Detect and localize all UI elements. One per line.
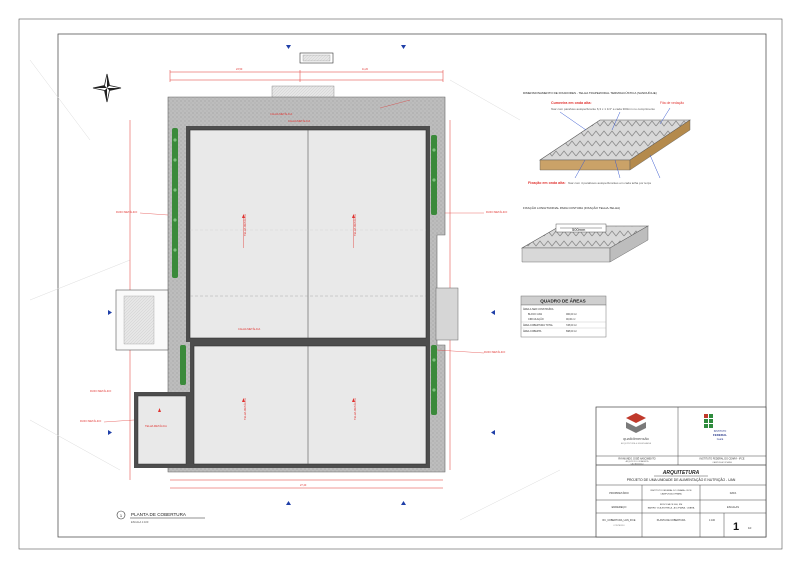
project-title: PROJETO DE UMA UNIDADE DE ALIMENTAÇÃO E NUTRIÇÃO - UAN xyxy=(626,478,736,482)
roof-right-note: Fita de vedação xyxy=(660,101,685,105)
roof-bottom-note-label: Fixação em onda alta: xyxy=(528,181,566,185)
areas-title: QUADRO DE ÁREAS xyxy=(540,298,586,304)
institution-line: INSTITUTO xyxy=(713,430,727,433)
right-annex xyxy=(436,288,458,340)
lap-dimension: 500mm xyxy=(572,227,586,232)
title-block xyxy=(596,407,766,537)
svg-text:TELHA METÁLICA: TELHA METÁLICA xyxy=(354,214,357,236)
svg-text:RUFO METÁLICO: RUFO METÁLICO xyxy=(80,420,102,423)
svg-text:TELHA METÁLICA: TELHA METÁLICA xyxy=(244,214,247,236)
address-sub: BAIRRO VILA ESTRELA - ACOPIARA - CEARÁ xyxy=(647,507,695,510)
areas-row-label: ÁREA COBERTURA TOTAL xyxy=(523,324,553,327)
responsible-role: ARQUITETO E URBANISTA xyxy=(625,461,649,463)
svg-text:CALHA METÁLICA: CALHA METÁLICA xyxy=(270,113,293,116)
roof-lower xyxy=(190,342,430,468)
lap-detail xyxy=(522,205,648,262)
institution-line: FEDERAL xyxy=(712,433,728,437)
scale: 1:100 xyxy=(709,519,715,522)
svg-text:CALHA METÁLICA: CALHA METÁLICA xyxy=(288,120,311,123)
roof-upper xyxy=(186,126,430,342)
areas-table xyxy=(521,296,606,337)
company-name: qualidimensão xyxy=(623,436,649,441)
content: PLANTA DE COBERTURA xyxy=(656,519,686,522)
svg-text:CALHA METÁLICA: CALHA METÁLICA xyxy=(238,328,261,331)
owner: INSTITUTO FEDERAL DO CEARÁ - IFCE xyxy=(650,490,692,492)
areas-row-value: 728,00 m² xyxy=(566,324,577,327)
label-content: CONTEÚDO xyxy=(613,525,625,527)
roof-top-note-label: Cumeeira em onda alta: xyxy=(551,101,592,105)
address: RODOVIA CE 060, KM xyxy=(659,504,683,506)
svg-text:11,20: 11,20 xyxy=(362,68,369,71)
file-label: RC_COBERTURA_UAN_IFCE xyxy=(602,519,636,522)
label-date: DATA xyxy=(729,492,737,495)
roof-bottom-note-text: fixar com 4 parafusos autoperfurantes em cada telha por terça xyxy=(568,181,651,185)
plan-scale: ESCALA 1:100 xyxy=(131,521,149,524)
svg-text:TELHA METÁLICA: TELHA METÁLICA xyxy=(145,425,167,428)
institution-campus: CAMPUS ACOPIARA xyxy=(712,461,732,464)
roof-tile-detail xyxy=(523,90,690,185)
areas-row-label: CIRCULAÇÃO xyxy=(528,318,544,321)
areas-row-label: BLOCO UAN xyxy=(528,313,543,316)
svg-text:27,40: 27,40 xyxy=(300,484,307,487)
areas-row-value: 00,00 m² xyxy=(566,318,576,321)
plan-title: PLANTA DE COBERTURA xyxy=(131,512,186,517)
areas-row-value: 000,00 m² xyxy=(566,313,577,316)
institution-full: INSTITUTO FEDERAL DO CEARÁ - IFCE xyxy=(699,457,745,461)
owner-sub: CAMPUS ACOPIARA xyxy=(660,493,682,496)
areas-row-label: ÁREA A SER CONSTRUÍDA xyxy=(523,308,554,311)
discipline: ARQUITETURA xyxy=(662,470,700,476)
svg-text:TELHA METÁLICA: TELHA METÁLICA xyxy=(354,398,357,420)
svg-text:RUFO METÁLICO: RUFO METÁLICO xyxy=(484,351,506,354)
label-address: ENDEREÇO xyxy=(611,506,627,509)
sheet-number: 1 xyxy=(732,521,740,533)
roof-top-note-text: fixar com parafuso autoperfurante 6,3 x 1 1/4" a cada 300mm no comprimento xyxy=(551,107,655,111)
rooftop-box xyxy=(272,53,334,102)
label-owner: PROPRIETÁRIO xyxy=(609,492,629,495)
responsible-name: RAYMUNDO JOSÉ NASCIMENTO xyxy=(618,457,656,461)
company-sub: ARQUITETURA & ENGENHARIA xyxy=(621,443,651,445)
svg-text:TELHA METÁLICA: TELHA METÁLICA xyxy=(244,398,247,420)
sheet-total: 10 xyxy=(748,526,752,530)
svg-text:RUFO METÁLICO: RUFO METÁLICO xyxy=(90,390,112,393)
plan-number: 1 xyxy=(119,513,123,518)
responsible-reg: CAU A000000-0 xyxy=(630,463,644,466)
roof-detail-title: DIMENSIONAMENTO DE FIXADORES - TELHA TRAPEZOIDAL TERMOACÚSTICA (SANDUÍCHE) xyxy=(523,91,657,95)
roof-small xyxy=(134,392,190,468)
plan-title-block xyxy=(117,511,205,524)
svg-text:RUFO METÁLICO: RUFO METÁLICO xyxy=(116,211,138,214)
svg-text:RUFO METÁLICO: RUFO METÁLICO xyxy=(486,211,508,214)
areas-row-label: ÁREA COBERTA xyxy=(523,330,542,333)
areas-row-value: 698,00 m² xyxy=(566,330,577,333)
label-scale: ESCALAS xyxy=(727,506,739,509)
north-arrow-icon xyxy=(93,74,121,102)
lap-detail-title: FIXAÇÃO LONGITUDINAL PARA COSTURA (FIXAÇÃO TELHA-TELHA) xyxy=(523,206,621,210)
institution-line: Ceará xyxy=(716,438,724,441)
svg-text:23,50: 23,50 xyxy=(236,68,243,71)
